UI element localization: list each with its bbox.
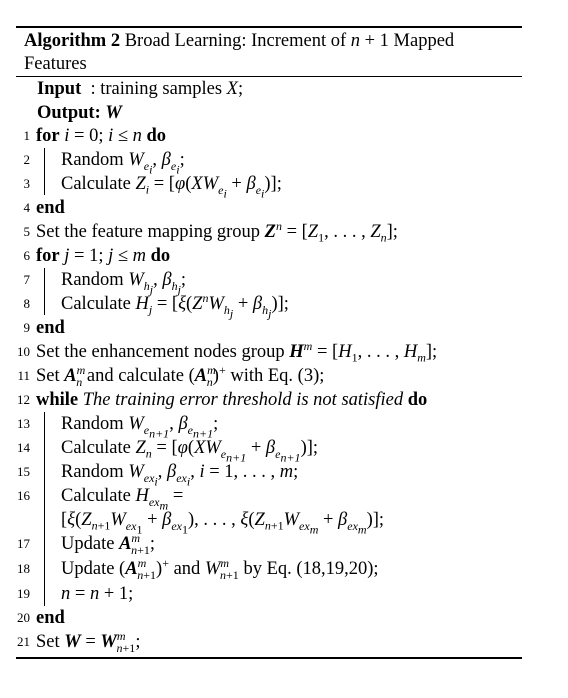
keyword-do: do [407,390,428,410]
algorithm-caption: Broad Learning: Increment of n + 1 Mapped Features [24,31,455,74]
keyword-for: for [36,126,60,146]
line-number: 15 [17,464,30,479]
line-number: 19 [17,586,30,601]
line-number: 6 [23,248,30,263]
output-value: W [105,103,122,123]
keyword-while: while [36,390,79,410]
block-bar [44,268,45,315]
block-bar [44,148,45,195]
output-key: Output: [37,103,101,123]
line-number: 11 [17,368,30,383]
keyword-for: for [36,246,60,266]
line-number: 14 [17,440,30,455]
keyword-end: end [36,608,65,628]
line-number: 5 [23,224,30,239]
algorithm-label: Algorithm 2 [24,31,121,51]
line-number: 8 [23,296,30,311]
line-number: 7 [23,272,30,287]
line-number: 4 [23,200,30,215]
line-number: 1 [23,128,30,143]
algorithm-title [24,30,516,76]
line-number: 3 [23,176,30,191]
line-number: 16 [17,488,30,503]
line-number: 10 [17,344,30,359]
block-bar [44,412,45,606]
line-number: 21 [17,634,30,649]
line-number: 18 [17,561,30,576]
line-number: 12 [17,392,30,407]
top-rule [16,26,522,28]
line-number: 20 [17,610,30,625]
input-key: Input [37,79,82,99]
keyword-end: end [36,318,65,338]
line-number: 2 [23,152,30,167]
bottom-rule [16,657,522,659]
line-number: 9 [23,320,30,335]
line-number: 13 [17,416,30,431]
keyword-end: end [36,198,65,218]
line-number: 17 [17,536,30,551]
while-condition: The training error threshold is not satisfied [82,390,404,410]
